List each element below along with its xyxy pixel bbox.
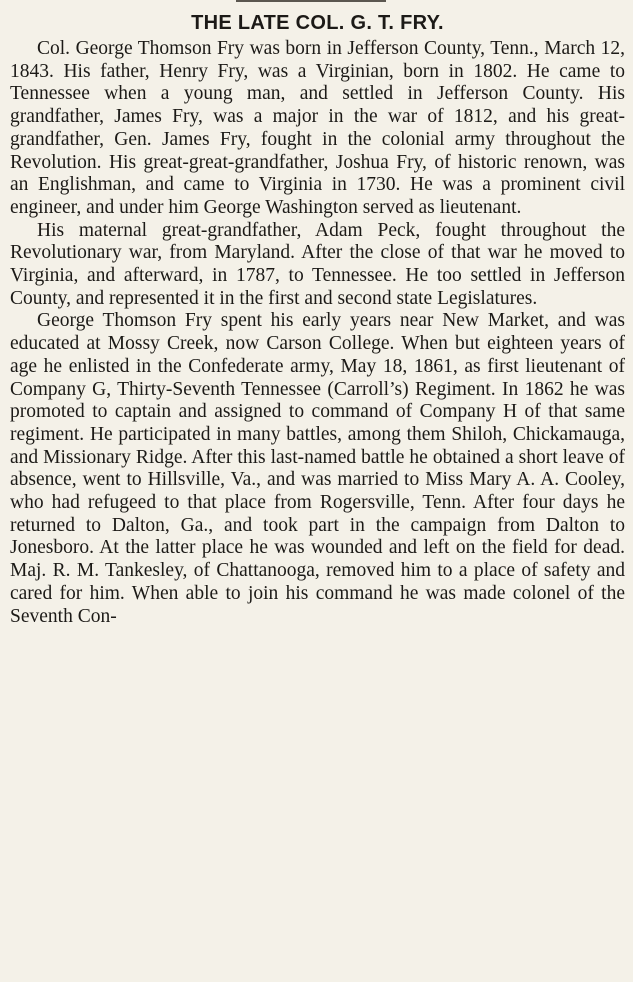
paragraph-birth-ancestry: Col. George Thomson Fry was born in Jefferson County, Tenn., March 12, 1843. His father, Henry Fry, was a Virginian, born in 1802. He came to Tennessee when a young man, and settled in Jefferson County. His grandfather, James Fry, was a major in the war of 1812, and his great-grandfather, Gen. James Fry, fought in the colonial army throughout the Revolution. His great-great-grandfather, Joshua Fry, of historic renown, was an Englishman, and came to Virginia in 1730. He was a prominent civil engineer, and under him George Washington served as lieutenant. <box>10 38 625 218</box>
paragraph-maternal-line: His maternal great-grandfather, Adam Peck, fought throughout the Revolutionary war, from Maryland. After the close of that war he moved to Virginia, and afterward, in 1787, to Tennessee. He too settled in Jefferson County, and represented it in the first and second state Legislatures. <box>10 219 625 309</box>
paragraph-military-career: George Thomson Fry spent his early years near New Market, and was educated at Mossy Creek, now Carson College. When but eighteen years of age he enlisted in the Confederate army, May 18, 1861, as first lieutenant of Company G, Thirty-Seventh Tennessee (Carroll’s) Regiment. In 1862 he was promoted to captain and assigned to command of Company H of that same regiment. He participated in many battles, among them Shiloh, Chickamauga, and Missionary Ridge. After this last-named battle he obtained a short leave of absence, went to Hillsville, Va., and was married to Miss Mary A. A. Cooley, who had refugeed to that place from Rogersville, Tenn. After four days he returned to Dalton, Ga., and took part in the campaign from Dalton to Jonesboro. At the latter place he was wounded and left on the field for dead. Maj. R. M. Tankesley, of Chattanooga, removed him to a place of safety and cared for him. When able to join his command he was made colonel of the Seventh Con- <box>10 310 625 627</box>
article-title: THE LATE COL. G. T. FRY. <box>191 12 444 34</box>
article-body <box>10 38 625 628</box>
top-rule <box>236 0 386 2</box>
